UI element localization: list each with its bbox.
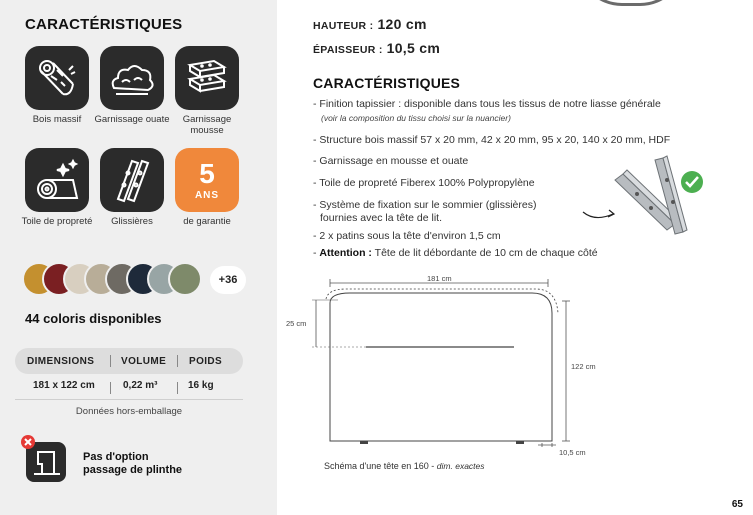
dims-value-dimensions: 181 x 122 cm: [33, 380, 95, 391]
wood-log-icon: [25, 46, 89, 110]
warranty-years: 5: [199, 157, 215, 189]
dims-header-volume: VOLUME: [121, 355, 167, 367]
attention-prefix: -: [313, 247, 320, 259]
foam-layers-icon: [175, 46, 239, 110]
feature-label: de garantie: [183, 216, 231, 227]
swatch[interactable]: [168, 262, 202, 296]
list-item-attention: [313, 247, 598, 260]
hauteur-label: HAUTEUR :: [313, 20, 374, 32]
slide-rails-icon: [100, 148, 164, 212]
dims-value-poids: 16 kg: [188, 380, 214, 391]
dims-header-poids: POIDS: [189, 355, 223, 367]
hauteur-value: 120 cm: [377, 16, 427, 32]
left-panel: [0, 0, 277, 515]
feature-label: Garnissage ouate: [94, 114, 170, 125]
divider: [15, 399, 243, 400]
left-title: CARACTÉRISTIQUES: [25, 16, 183, 33]
list-item: - Garnissage en mousse et ouate: [313, 155, 469, 167]
divider: [110, 382, 111, 394]
dims-note: Données hors-emballage: [75, 406, 183, 417]
feature-glissieres: [92, 148, 172, 227]
dims-value-volume: 0,22 m³: [123, 380, 158, 391]
plinth-line-2: passage de plinthe: [83, 464, 183, 476]
fabric-roll-icon: [25, 148, 89, 212]
right-title: CARACTÉRISTIQUES: [313, 75, 461, 91]
dims-header-dimensions: DIMENSIONS: [27, 355, 95, 367]
plinth-text: [83, 451, 182, 477]
warranty-unit: ANS: [194, 189, 220, 201]
slide-rails-illustration: [575, 150, 715, 250]
epaisseur-spec: [313, 40, 440, 56]
feature-label: Garnissage mousse: [182, 114, 232, 136]
attention-label: Attention :: [319, 247, 372, 259]
page-number: 65: [731, 499, 743, 510]
list-item: - 2 x patins sous la tête d'environ 1,5 cm: [313, 230, 501, 242]
hauteur-spec: [313, 16, 427, 32]
epaisseur-label: ÉPAISSEUR :: [313, 44, 383, 56]
headboard-diagram: [280, 265, 610, 475]
diagram-caption: [324, 461, 485, 471]
divider: [177, 382, 178, 394]
width-label: 181 cm: [427, 274, 452, 283]
list-item-cont: fournies avec la tête de lit.: [320, 212, 442, 224]
plinth-line-1: Pas d'option: [83, 451, 149, 463]
caption-italic: dim. exactes: [436, 461, 485, 471]
divider: [110, 355, 111, 367]
feature-garantie: [167, 148, 247, 227]
feature-label: Glissières: [111, 216, 153, 227]
more-colors-badge[interactable]: +36: [210, 266, 246, 294]
dimensions-values: [15, 380, 243, 396]
dimensions-header: [15, 348, 243, 374]
decorative-arc: [576, 0, 686, 6]
feature-label: Bois massif: [32, 114, 82, 125]
feature-garnissage-ouate: [92, 46, 172, 125]
color-swatches: [22, 262, 212, 300]
top-height-label: 25 cm: [286, 319, 307, 328]
list-item: - Finition tapissier : disponible dans tous les tissus de notre liasse générale: [313, 98, 661, 110]
cloud-wadding-icon: [100, 46, 164, 110]
caption-main: Schéma d'une tête en 160 -: [324, 461, 437, 471]
divider: [177, 355, 178, 367]
feature-bois-massif: [17, 46, 97, 125]
depth-label: 10,5 cm: [559, 448, 586, 457]
list-item-note: (voir la composition du tissu choisi sur la nuancier): [321, 113, 511, 123]
feature-toile-proprete: [17, 148, 97, 227]
attention-text: Tête de lit débordante de 10 cm de chaque côté: [371, 247, 598, 259]
feature-label: Toile de propreté: [21, 216, 93, 227]
list-item: - Structure bois massif 57 x 20 mm, 42 x 20 mm, 95 x 20, 140 x 20 mm, HDF: [313, 134, 671, 146]
plinth-notice: [20, 434, 240, 489]
height-label: 122 cm: [571, 362, 596, 371]
warranty-icon: [175, 148, 239, 212]
feature-garnissage-mousse: [167, 46, 247, 136]
list-item: - Toile de propreté Fiberex 100% Polypropylène: [313, 177, 535, 189]
no-plinth-icon: [20, 434, 72, 486]
colors-count: 44 coloris disponibles: [25, 311, 162, 326]
epaisseur-value: 10,5 cm: [386, 40, 441, 56]
list-item: - Système de fixation sur le sommier (glissières): [313, 199, 537, 211]
